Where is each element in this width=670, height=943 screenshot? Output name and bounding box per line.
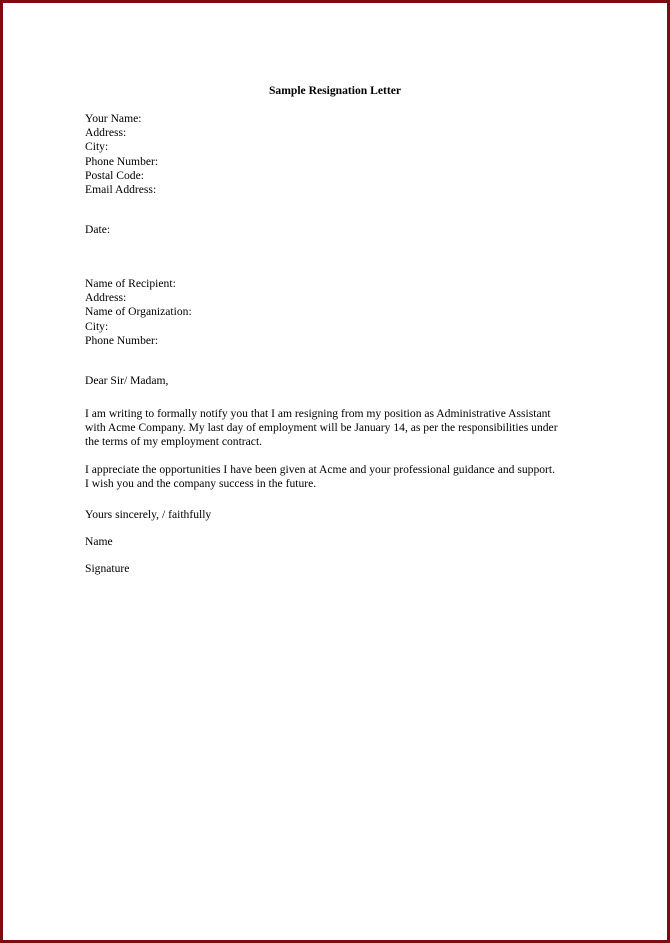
recipient-field-name: Name of Recipient: [85,277,176,290]
recipient-field-city: City: [85,319,109,333]
paragraph-1-line-3: the terms of my employment contract. [85,435,263,449]
date-line: Date: [85,223,111,236]
sender-field-postal-code: Postal Code: [85,168,144,182]
body-paragraph-2 [85,463,555,491]
paragraph-2-line-2: I wish you and the company success in the future. [85,477,317,491]
sender-field-address: Address: [85,126,127,140]
paragraph-2-line-1: I appreciate the opportunities I have been given at Acme and your professional guidance and support. [85,463,556,476]
salutation: Dear Sir/ Madam, [85,374,169,387]
sender-field-city: City: [85,140,109,154]
recipient-details [85,277,192,348]
recipient-field-phone: Phone Number: [85,333,159,347]
recipient-field-organization: Name of Organization: [85,305,192,319]
name-line: Name [85,535,113,548]
body-paragraph-1 [85,407,558,450]
paragraph-1-line-1: I am writing to formally notify you that I am resigning from my position as Administrative Assistant [85,407,551,420]
recipient-field-address: Address: [85,291,127,305]
sender-field-email: Email Address: [85,183,157,197]
paragraph-1-line-2: with Acme Company. My last day of employment will be January 14, as per the responsibilities under [85,421,558,435]
signature-line: Signature [85,562,130,575]
sender-details [85,112,158,197]
sender-field-name: Your Name: [85,112,142,125]
closing-line: Yours sincerely, / faithfully [85,508,212,521]
sender-field-phone: Phone Number: [85,154,159,168]
document-title: Sample Resignation Letter [268,84,402,97]
